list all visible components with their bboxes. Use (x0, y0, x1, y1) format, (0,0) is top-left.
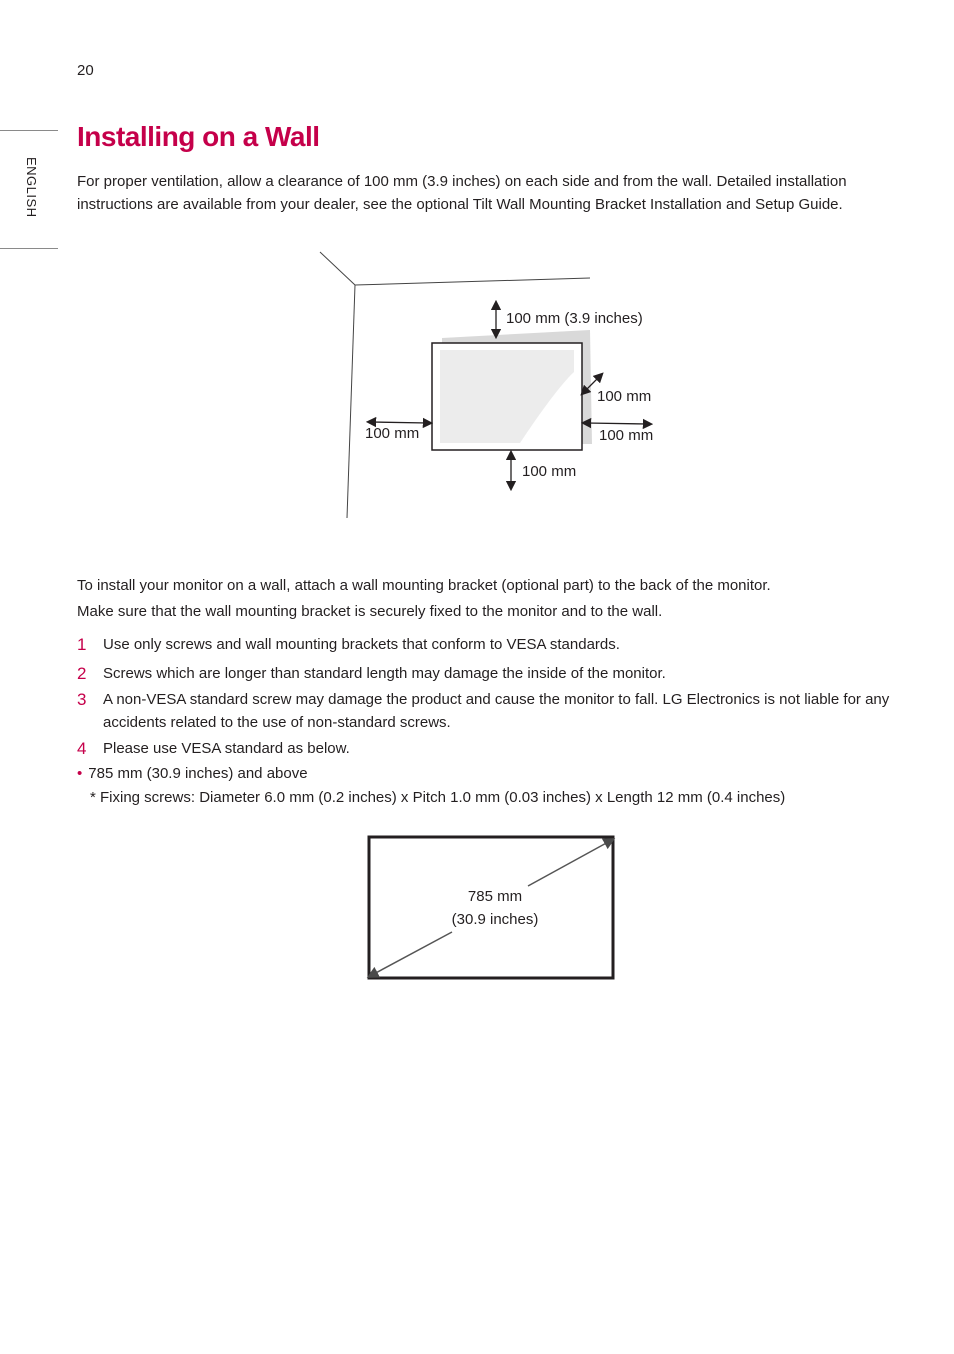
page-title: Installing on a Wall (77, 121, 320, 152)
language-tab-label: ENGLISH (24, 157, 39, 218)
screen-size-label (440, 885, 550, 931)
note-number: 3 (77, 690, 87, 709)
clearance-label-right: 100 mm (599, 427, 654, 444)
note-number: 2 (77, 664, 87, 683)
note-item (77, 737, 897, 760)
note-item (77, 662, 897, 685)
clearance-label-left: 100 mm (365, 425, 420, 442)
clearance-label-back: 100 mm (597, 388, 652, 405)
note-item (77, 633, 897, 656)
intro-paragraph: For proper ventilation, allow a clearance of 100 mm (3.9 inches) on each side and from the wall. Detailed installation instructions are available from your dealer, see the optional Tilt Wall Mounting Bracket Installation and Setup Guide. (77, 173, 847, 213)
bullet-marker: • (77, 765, 83, 782)
clearance-label-bottom: 100 mm (522, 463, 577, 480)
size-bullet (77, 765, 308, 782)
body-paragraph-1: To install your monitor on a wall, attach a wall mounting bracket (optional part) to the back of the monitor. (77, 577, 771, 594)
wall-clearance-diagram (300, 245, 680, 525)
bullet-text: 785 mm (30.9 inches) and above (88, 765, 308, 782)
screen-size-inches: (30.9 inches) (451, 911, 539, 928)
note-text: Use only screws and wall mounting brackets that conform to VESA standards. (103, 636, 620, 653)
clearance-label-top: 100 mm (3.9 inches) (506, 310, 643, 327)
note-text: Please use VESA standard as below. (103, 740, 350, 757)
note-text: A non-VESA standard screw may damage the product and cause the monitor to fall. LG Electronics is not liable for any accidents related to the use of non-standard screws. (103, 691, 890, 731)
page-number: 20 (77, 62, 94, 79)
note-number: 1 (77, 635, 87, 654)
monitor-illustration (432, 343, 582, 450)
fixing-screws-note: * Fixing screws: Diameter 6.0 mm (0.2 inches) x Pitch 1.0 mm (0.03 inches) x Length 12 mm (0.4 inches) (90, 789, 786, 806)
note-text: Screws which are longer than standard length may damage the inside of the monitor. (103, 665, 666, 682)
note-number: 4 (77, 739, 87, 758)
body-paragraph-2: Make sure that the wall mounting bracket is securely fixed to the monitor and to the wall. (77, 603, 663, 620)
note-item (77, 688, 897, 734)
language-tab (0, 130, 58, 249)
screen-size-mm: 785 mm (467, 888, 523, 905)
